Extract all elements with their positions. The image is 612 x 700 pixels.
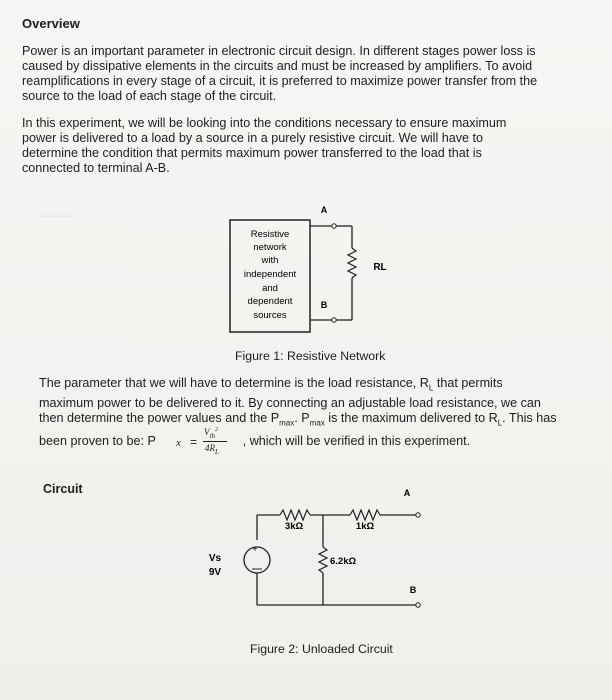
overview-heading: Overview [22,16,80,31]
resistor-1k-symbol [350,510,380,520]
resistor-1k-label: 1kΩ [355,521,375,532]
paragraph-line: determine the condition that permits maximum power transferred to the load that is [22,146,482,160]
terminal-b-node [416,603,420,607]
subscript: max [279,418,295,428]
resistor-6k2-symbol [319,547,327,573]
figure-1-caption: Figure 1: Resistive Network [235,349,386,363]
text-run: then determine the power values and the P [39,410,280,425]
text-run: , which will be verified in this experiment. [242,434,471,449]
box-text-line: with [261,255,279,266]
paragraph-line [39,411,599,431]
numerator-exponent: 2 [214,427,218,433]
formula-denominator [205,443,219,456]
load-resistor-symbol [348,248,356,278]
box-text-line: independent [243,269,297,280]
figure-2-circuit [195,485,445,625]
bleed-through-text: ——— [40,210,73,222]
text-run: . P [294,410,310,425]
figure-1-diagram [220,200,420,340]
paragraph-line: maximum power to be delivered to it. By connecting an adjustable load resistance, we can [39,395,541,410]
box-text-line: dependent [247,296,293,307]
figure-2-caption: Figure 2: Unloaded Circuit [250,642,393,656]
terminal-b-label: B [409,585,417,595]
load-label: RL [373,262,387,273]
circuit-heading: Circuit [43,482,83,496]
box-text-line: network [253,242,287,253]
paragraph-line: reamplifications in every stage of a circuit, it is preferred to maximize power transfer from the [22,74,538,88]
overview-paragraph-1 [22,44,582,104]
box-text-line: Resistive [250,229,290,240]
paragraph-line: In this experiment, we will be looking into the conditions necessary to ensure maximum [22,116,507,130]
terminal-a-label: A [403,488,411,498]
subscript: max [309,418,325,428]
resistor-3k-label: 3kΩ [284,521,304,532]
plus-sign: + [252,544,258,554]
text-run: is the maximum delivered to R [324,410,498,425]
source-name-label: Vs [208,553,222,564]
denominator-sub: L [215,447,219,456]
subscript: L [428,383,434,393]
text-run: that permits [433,376,503,390]
paragraph-line: connected to terminal A-B. [22,161,170,175]
subscript: L [497,418,503,428]
text-run: been proven to be: P [39,434,156,449]
resistor-3k-symbol [280,510,310,520]
box-text-line: and [262,283,278,294]
denominator-text: 4R [205,443,215,453]
text-run: . This has [502,410,557,425]
source-value-label: 9V [208,567,222,578]
resistor-6k2-label: 6.2kΩ [330,556,357,567]
terminal-a-label: A [320,205,328,215]
formula-subscript: x [176,437,181,449]
paragraph-line: Power is an important parameter in electronic circuit design. In different stages power loss is [22,44,536,58]
paragraph-line: caused by dissipative elements in the circuits and must be increased by amplifiers. To avoid [22,59,533,73]
formula-numerator [204,427,218,440]
paragraph-line: source to the load of each stage of the circuit. [22,89,277,103]
paragraph-line [39,376,599,396]
paragraph-line: power is delivered to a load by a source in a purely resistive circuit. We will have to [22,131,484,145]
terminal-a-node [332,224,336,228]
fraction-bar [203,441,227,442]
equals-sign: = [190,435,198,449]
numerator-text: V [204,427,210,437]
terminal-b-label: B [320,300,328,310]
text-run: The parameter that we will have to determine is the load resistance, R [39,376,429,390]
box-text-line: sources [253,310,287,321]
numerator-sub: th [209,431,215,440]
paragraph-line [39,431,599,449]
overview-paragraph-2 [22,116,582,176]
paragraph-3 [39,376,599,449]
terminal-a-node [416,513,420,517]
terminal-b-node [332,318,336,322]
